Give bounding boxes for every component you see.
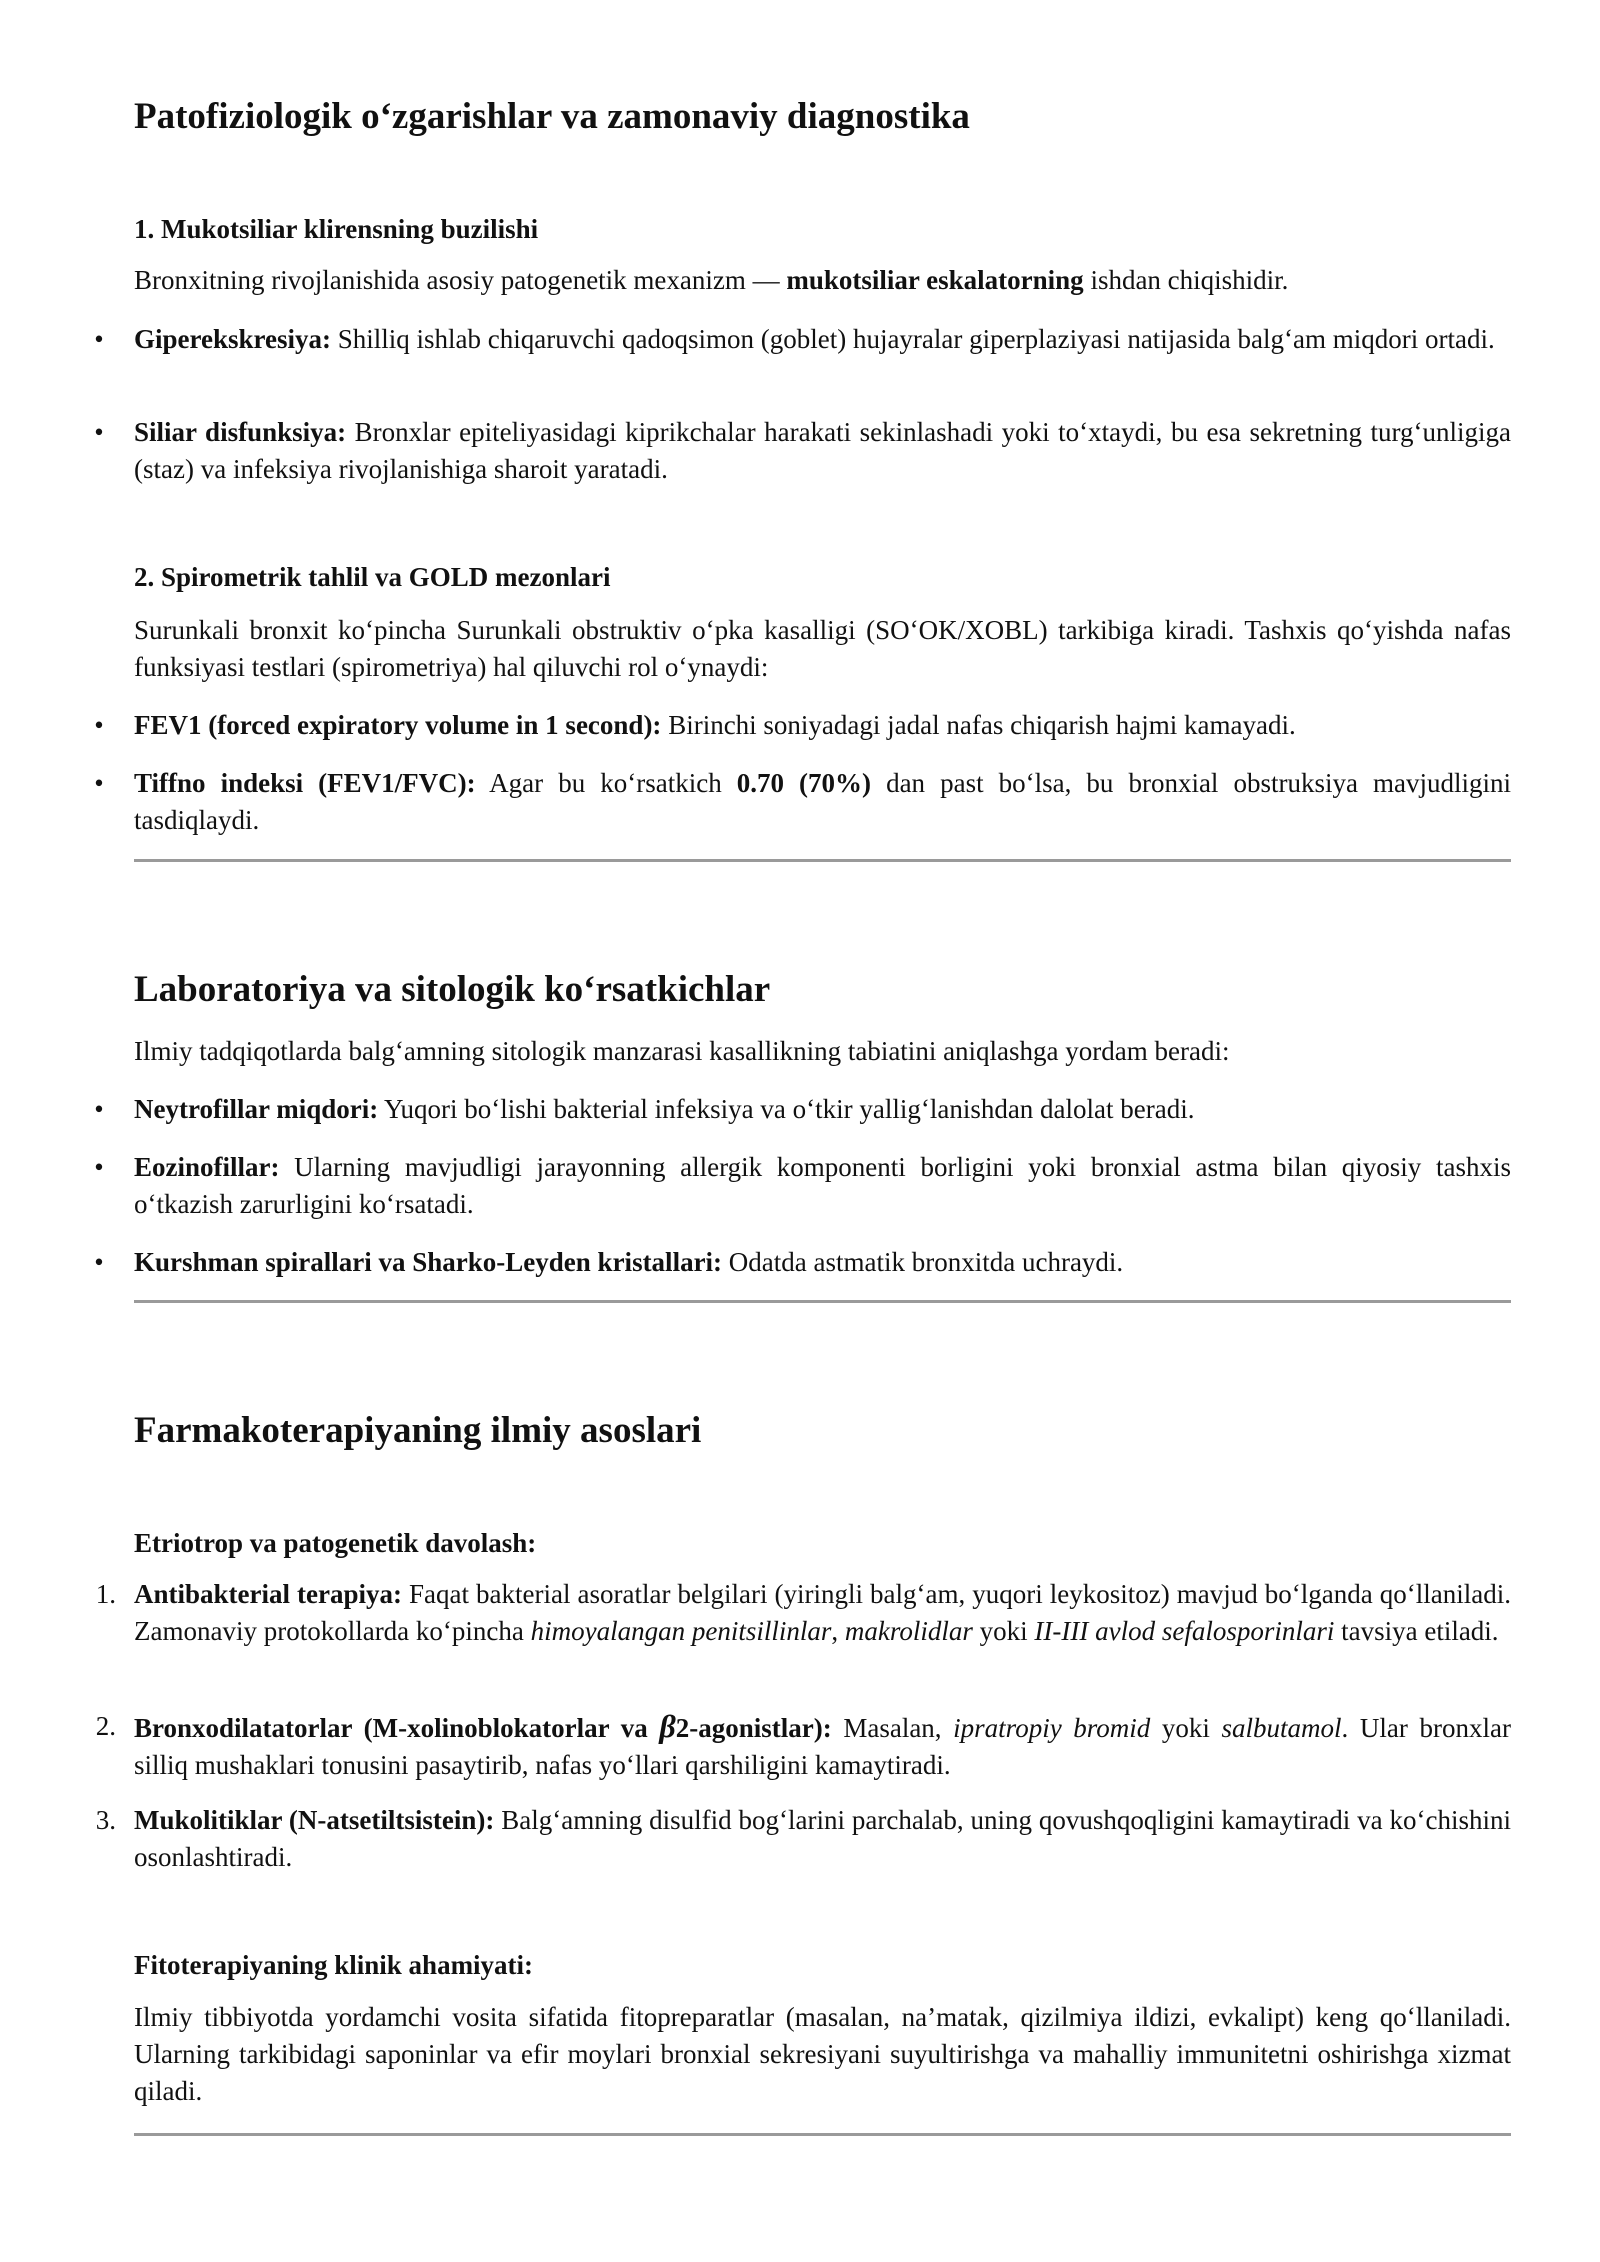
item-term: Kurshman spirallari va Sharko-Leyden kristallari: — [134, 1247, 723, 1277]
item-term: Bronxodilatatorlar (M-xolinoblokatorlar va — [134, 1713, 660, 1743]
item-text: Bronxlar epiteliyasidagi kiprikchalar harakati sekinlashadi yoki to‘xtaydi, bu esa sekretning turg‘unligiga (staz) va infeksiya rivojlanishiga sharoit yaratadi. — [134, 417, 1511, 484]
item-text: Yuqori bo‘lishi bakterial infeksiya va o‘tkir yallig‘lanishdan dalolat beradi. — [378, 1094, 1195, 1124]
item-text: Odatda astmatik bronxitda uchraydi. — [722, 1247, 1124, 1277]
list-item — [94, 1091, 1511, 1128]
bullet-icon: • — [94, 324, 104, 354]
item-term: Neytrofillar miqdori: — [134, 1094, 379, 1124]
item-text: yoki — [972, 1616, 1035, 1646]
item-number: 1. — [95, 1579, 116, 1609]
item-text-end: tavsiya etiladi. — [1334, 1616, 1499, 1646]
item-number: 3. — [95, 1805, 116, 1835]
paragraph-phytotherapy: Ilmiy tibbiyotda yordamchi vosita sifatida fitopreparatlar (masalan, na’matak, qizilmiya ildizi, evkalipt) keng qo‘llaniladi. Ularning tarkibidagi saponinlar va efir moylari bronxial sekresiyani suyultirishga va mahalliy immunitetni oshirishga xizmat qiladi. — [134, 2002, 1511, 2106]
subheading-phytotherapy: Fitoterapiyaning klinik ahamiyati: — [134, 1950, 534, 1980]
paragraph-laboratory-intro: Ilmiy tadqiqotlarda balg‘amning sitologik manzarasi kasallikning tabiatini aniqlashga yordam beradi: — [134, 1036, 1230, 1066]
list-item — [94, 321, 1511, 358]
section-title-pathophysiology: Patofiziologik o‘zgarishlar va zamonaviy diagnostika — [134, 96, 970, 137]
drug-name: II-III avlod sefalosporinlari — [1034, 1616, 1335, 1646]
item-term: Tiffno indeksi (FEV1/FVC): — [134, 768, 476, 798]
item-term: Mukolitiklar (N-atsetiltsistein): — [134, 1805, 495, 1835]
bullet-icon: • — [94, 1152, 104, 1182]
separator: , — [831, 1616, 845, 1646]
bullet-icon: • — [94, 1247, 104, 1277]
bullet-icon: • — [94, 417, 104, 447]
bullet-icon: • — [94, 1094, 104, 1124]
item-text: Masalan, — [831, 1713, 954, 1743]
subheading-etiotropic: Etriotrop va patogenetik davolash: — [134, 1528, 537, 1558]
numbered-item — [95, 1708, 1511, 1784]
item-text: Balg‘amning disulfid bog‘larini parchalab, uning qovushqoqligini kamaytiradi va ko‘chishini osonlashtiradi. — [134, 1805, 1512, 1872]
paragraph-mucociliary-intro — [134, 262, 1511, 299]
drug-name: salbutamol — [1221, 1713, 1342, 1743]
item-text-end: . Ular bronxlar silliq mushaklari tonusini pasaytirib, nafas yo‘llari qarshiligini kamaytiradi. — [134, 1713, 1511, 1780]
intro-text: Bronxitning rivojlanishida asosiy patogenetik mexanizm — — [134, 265, 787, 295]
section-divider — [134, 1300, 1511, 1303]
item-text: Shilliq ishlab chiqaruvchi qadoqsimon (goblet) hujayralar giperplaziyasi natijasida balg‘am miqdori ortadi. — [331, 324, 1495, 354]
list-item — [94, 707, 1511, 744]
list-item — [94, 1244, 1511, 1281]
drug-name: makrolidlar — [844, 1616, 973, 1646]
item-term: Antibakterial terapiya: — [134, 1579, 402, 1609]
list-item — [94, 414, 1511, 488]
section-divider — [134, 2133, 1511, 2136]
bullet-icon: • — [94, 768, 104, 798]
item-number: 2. — [95, 1711, 116, 1741]
intro-text-end: ishdan chiqishidir. — [1083, 265, 1289, 295]
item-text: yoki — [1150, 1713, 1222, 1743]
item-text: Ularning mavjudligi jarayonning allergik komponenti borligini yoki bronxial astma bilan qiyosiy tashxis o‘tkazish zarurligini ko‘rsatadi. — [134, 1152, 1511, 1219]
beta-symbol: β — [659, 1708, 676, 1744]
section-divider — [134, 859, 1511, 862]
item-term: FEV1 (forced expiratory volume in 1 second): — [134, 710, 662, 740]
list-item — [94, 1149, 1511, 1223]
item-text-end: dan past bo‘lsa, bu bronxial obstruksiya mavjudligini tasdiqlaydi. — [134, 768, 1512, 835]
numbered-item — [95, 1802, 1512, 1876]
drug-name: himoyalangan penitsillinlar — [530, 1616, 832, 1646]
item-term: Siliar disfunksiya: — [134, 417, 347, 447]
list-item — [94, 765, 1512, 839]
item-term: Eozinofillar: — [134, 1152, 280, 1182]
intro-emphasis: mukotsiliar eskalatorning — [786, 265, 1084, 295]
section-title-laboratory: Laboratoriya va sitologik ko‘rsatkichlar — [134, 969, 771, 1010]
item-term: Giperekskresiya: — [134, 324, 332, 354]
section-title-pharmacotherapy: Farmakoterapiyaning ilmiy asoslari — [134, 1410, 702, 1451]
bullet-icon: • — [94, 710, 104, 740]
item-text: Faqat bakterial asoratlar belgilari (yiringli balg‘am, yuqori leykositoz) mavjud bo‘lganda qo‘llaniladi. Zamonaviy protokollarda ko‘pincha — [134, 1579, 1511, 1646]
numbered-item — [95, 1576, 1511, 1650]
drug-name: ipratropiy bromid — [953, 1713, 1151, 1743]
subheading-mucociliary: 1. Mukotsiliar klirensning buzilishi — [134, 214, 539, 244]
subheading-spirometry: 2. Spirometrik tahlil va GOLD mezonlari — [134, 562, 611, 592]
item-text: Agar bu ko‘rsatkich — [475, 768, 737, 798]
threshold-value: 0.70 (70%) — [736, 768, 872, 798]
item-term-end: 2-agonistlar): — [675, 1713, 832, 1743]
item-text: Birinchi soniyadagi jadal nafas chiqarish hajmi kamayadi. — [661, 710, 1296, 740]
paragraph-spirometry-intro: Surunkali bronxit ko‘pincha Surunkali obstruktiv o‘pka kasalligi (SO‘OK/XOBL) tarkibiga kiradi. Tashxis qo‘yishda nafas funksiyasi testlari (spirometriya) hal qiluvchi rol o‘ynaydi: — [134, 615, 1511, 682]
